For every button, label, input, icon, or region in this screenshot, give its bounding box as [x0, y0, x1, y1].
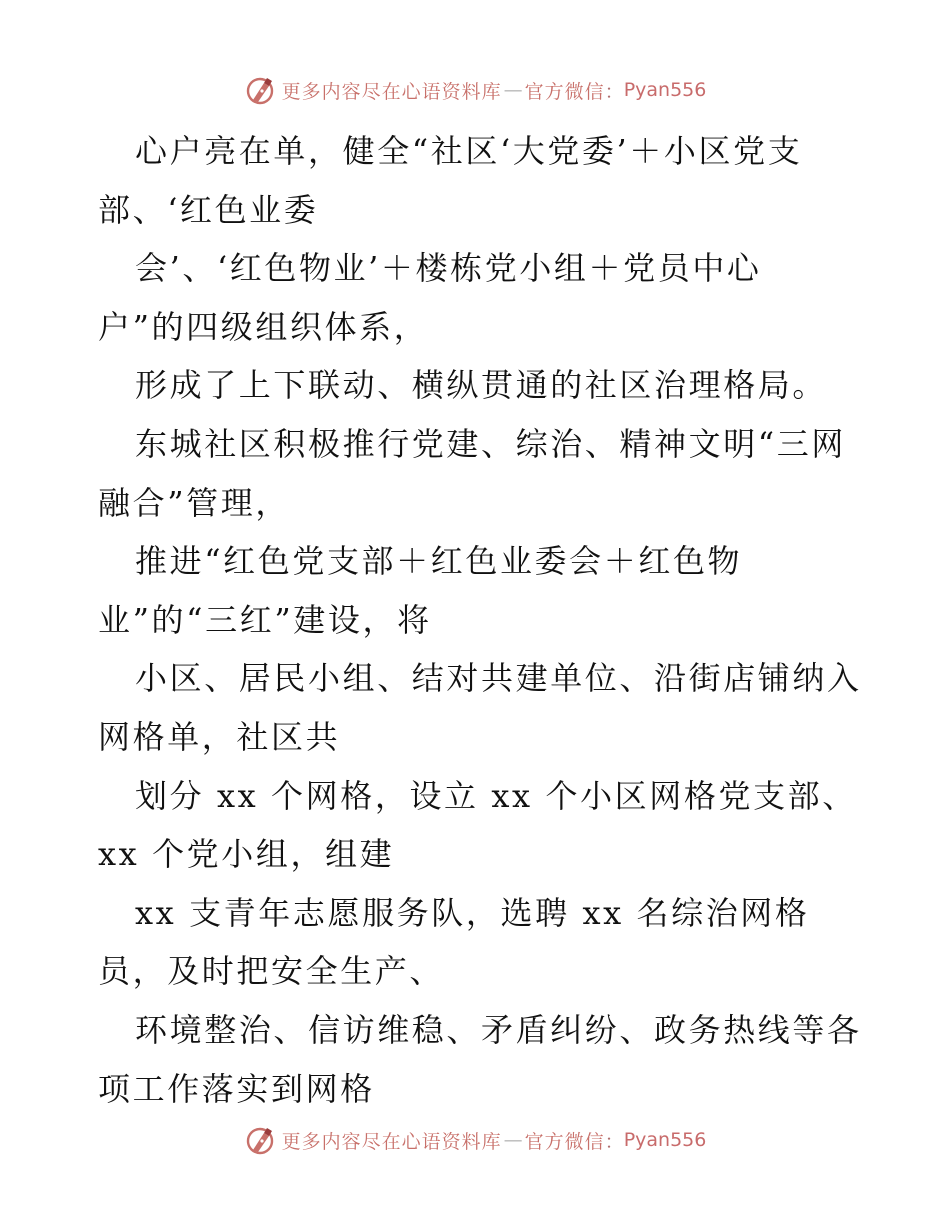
- text-line: xx 个党小组，组建: [98, 835, 395, 874]
- pen-nib-logo-icon: [244, 1124, 276, 1156]
- paragraph: [98, 767, 868, 884]
- text-line: 东城社区积极推行党建、综治、精神文明“三网: [135, 424, 846, 463]
- paragraph: [98, 356, 868, 415]
- text-line: 项工作落实到网格: [98, 1069, 375, 1108]
- text-line: 部、‘红色业委: [98, 190, 319, 229]
- text-line: 户”的四级组织体系，: [98, 307, 429, 346]
- watermark-text: 更多内容尽在心语资料库: [281, 80, 502, 103]
- text-line: 会’、‘红色物业’＋楼栋党小组＋党员中心: [135, 249, 762, 288]
- watermark-dash: —: [503, 79, 523, 101]
- paragraph: [98, 649, 868, 766]
- footer-watermark: [0, 1120, 950, 1160]
- text-line: 环境整治、信访维稳、矛盾纠纷、政务热线等各: [135, 1010, 862, 1049]
- text-line: 融合”管理，: [98, 483, 290, 522]
- watermark-separator: ：: [604, 1130, 624, 1153]
- paragraph: [98, 122, 868, 239]
- text-line: xx 支青年志愿服务队，选聘 xx 名综治网格: [135, 893, 810, 932]
- paragraph: [98, 239, 868, 356]
- text-line: 员，及时把安全生产、: [98, 952, 445, 991]
- paragraph: [98, 884, 868, 1001]
- document-body: [98, 122, 868, 1118]
- watermark-wechat-id: Pyan556: [623, 1129, 707, 1151]
- text-line: 推进“红色党支部＋红色业委会＋红色物: [135, 542, 743, 581]
- watermark-wechat-id: Pyan556: [623, 79, 707, 101]
- paragraph: [98, 415, 868, 532]
- text-line: 小区、居民小组、结对共建单位、沿街店铺纳入: [135, 659, 862, 698]
- pen-nib-logo-icon: [244, 74, 276, 106]
- paragraph: [98, 532, 868, 649]
- watermark-label: 官方微信: [524, 1130, 605, 1153]
- text-line: 心户亮在单，健全“社区‘大党委’＋小区党支: [135, 132, 803, 170]
- text-line: 形成了上下联动、横纵贯通的社区治理格局。: [135, 366, 828, 405]
- paragraph: [98, 1001, 868, 1118]
- watermark-label: 官方微信: [524, 80, 605, 103]
- watermark-separator: ：: [604, 80, 624, 103]
- watermark-dash: —: [503, 1129, 523, 1151]
- text-line: 划分 xx 个网格，设立 xx 个小区网格党支部、: [135, 776, 857, 815]
- text-line: 网格单，社区共: [98, 717, 341, 756]
- text-line: 业”的“三红”建设，将: [98, 600, 432, 639]
- watermark-text: 更多内容尽在心语资料库: [281, 1130, 502, 1153]
- header-watermark: [0, 70, 950, 110]
